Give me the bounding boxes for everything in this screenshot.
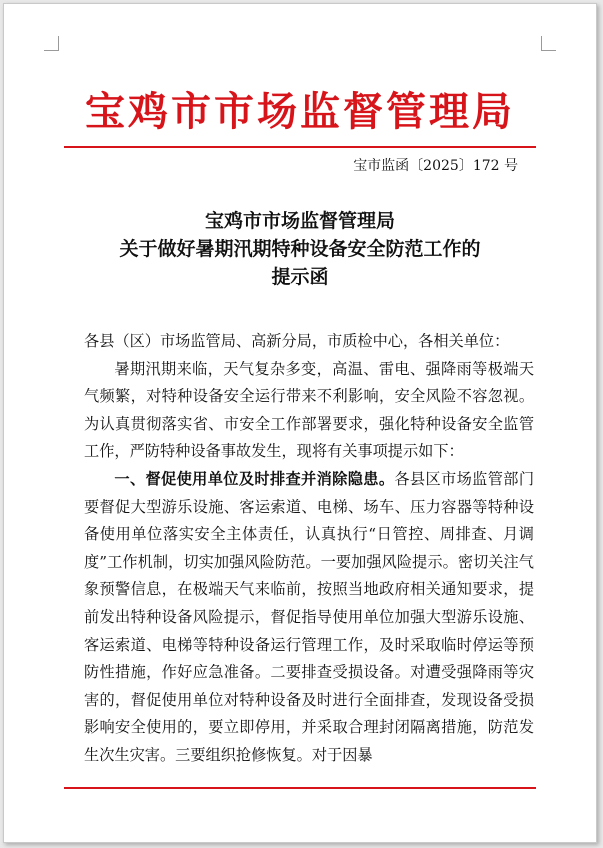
section-1-heading: 一、督促使用单位及时排查并消除隐患。 xyxy=(114,469,395,488)
document-body xyxy=(84,328,534,770)
paragraph-section-1 xyxy=(84,466,534,770)
document-page xyxy=(3,3,597,843)
red-masthead: 宝鸡市市场监督管理局 xyxy=(85,88,515,135)
crop-mark-top-left xyxy=(44,36,59,51)
salutation: 各县（区）市场监管局、高新分局，市质检中心，各相关单位： xyxy=(84,332,510,350)
crop-mark-top-right xyxy=(541,36,556,51)
title-line-1: 宝鸡市市场监督管理局 xyxy=(204,210,395,232)
masthead-red-rule xyxy=(64,146,536,148)
title-line-3: 提示函 xyxy=(271,266,329,288)
document-number: 宝市监函〔2025〕172 号 xyxy=(353,158,518,174)
paragraph-intro: 暑期汛期来临，天气复杂多变，高温、雷电、强降雨等极端天气频繁，对特种设备安全运行带来不利影响，安全风险不容忽视。为认真贯彻落实省、市安全工作部署要求，强化特种设备安全监管工作，严防特种设备事故发生，现将有关事项提示如下： xyxy=(84,359,534,461)
title-line-2: 关于做好暑期汛期特种设备安全防范工作的 xyxy=(119,238,481,260)
section-1-text: 各县区市场监管部门要督促大型游乐设施、客运索道、电梯、场车、压力容器等特种设备使用单位落实安全主体责任，认真执行“日管控、周排查、月调度”工作机制，切实加强风险防范。一要加强风险提示。密切关注气象预警信息，在极端天气来临前，按照当地政府相关通知要求，提前发出特种设备风险提示，督促指导使用单位加强大型游乐设施、客运索道、电梯等特种设备运行管理工作，及时采取临时停运等预防性措施，作好应急准备。二要排查受损设备。对遭受强降雨等灾害的，督促使用单位对特种设备及时进行全面排查，发现设备受损影响安全使用的，要立即停用，并采取合理封闭隔离措施，防范发生次生灾害。三要组织抢修恢复。对于因暴 xyxy=(84,469,534,764)
footer-red-rule xyxy=(64,787,536,789)
document-title xyxy=(4,207,596,291)
